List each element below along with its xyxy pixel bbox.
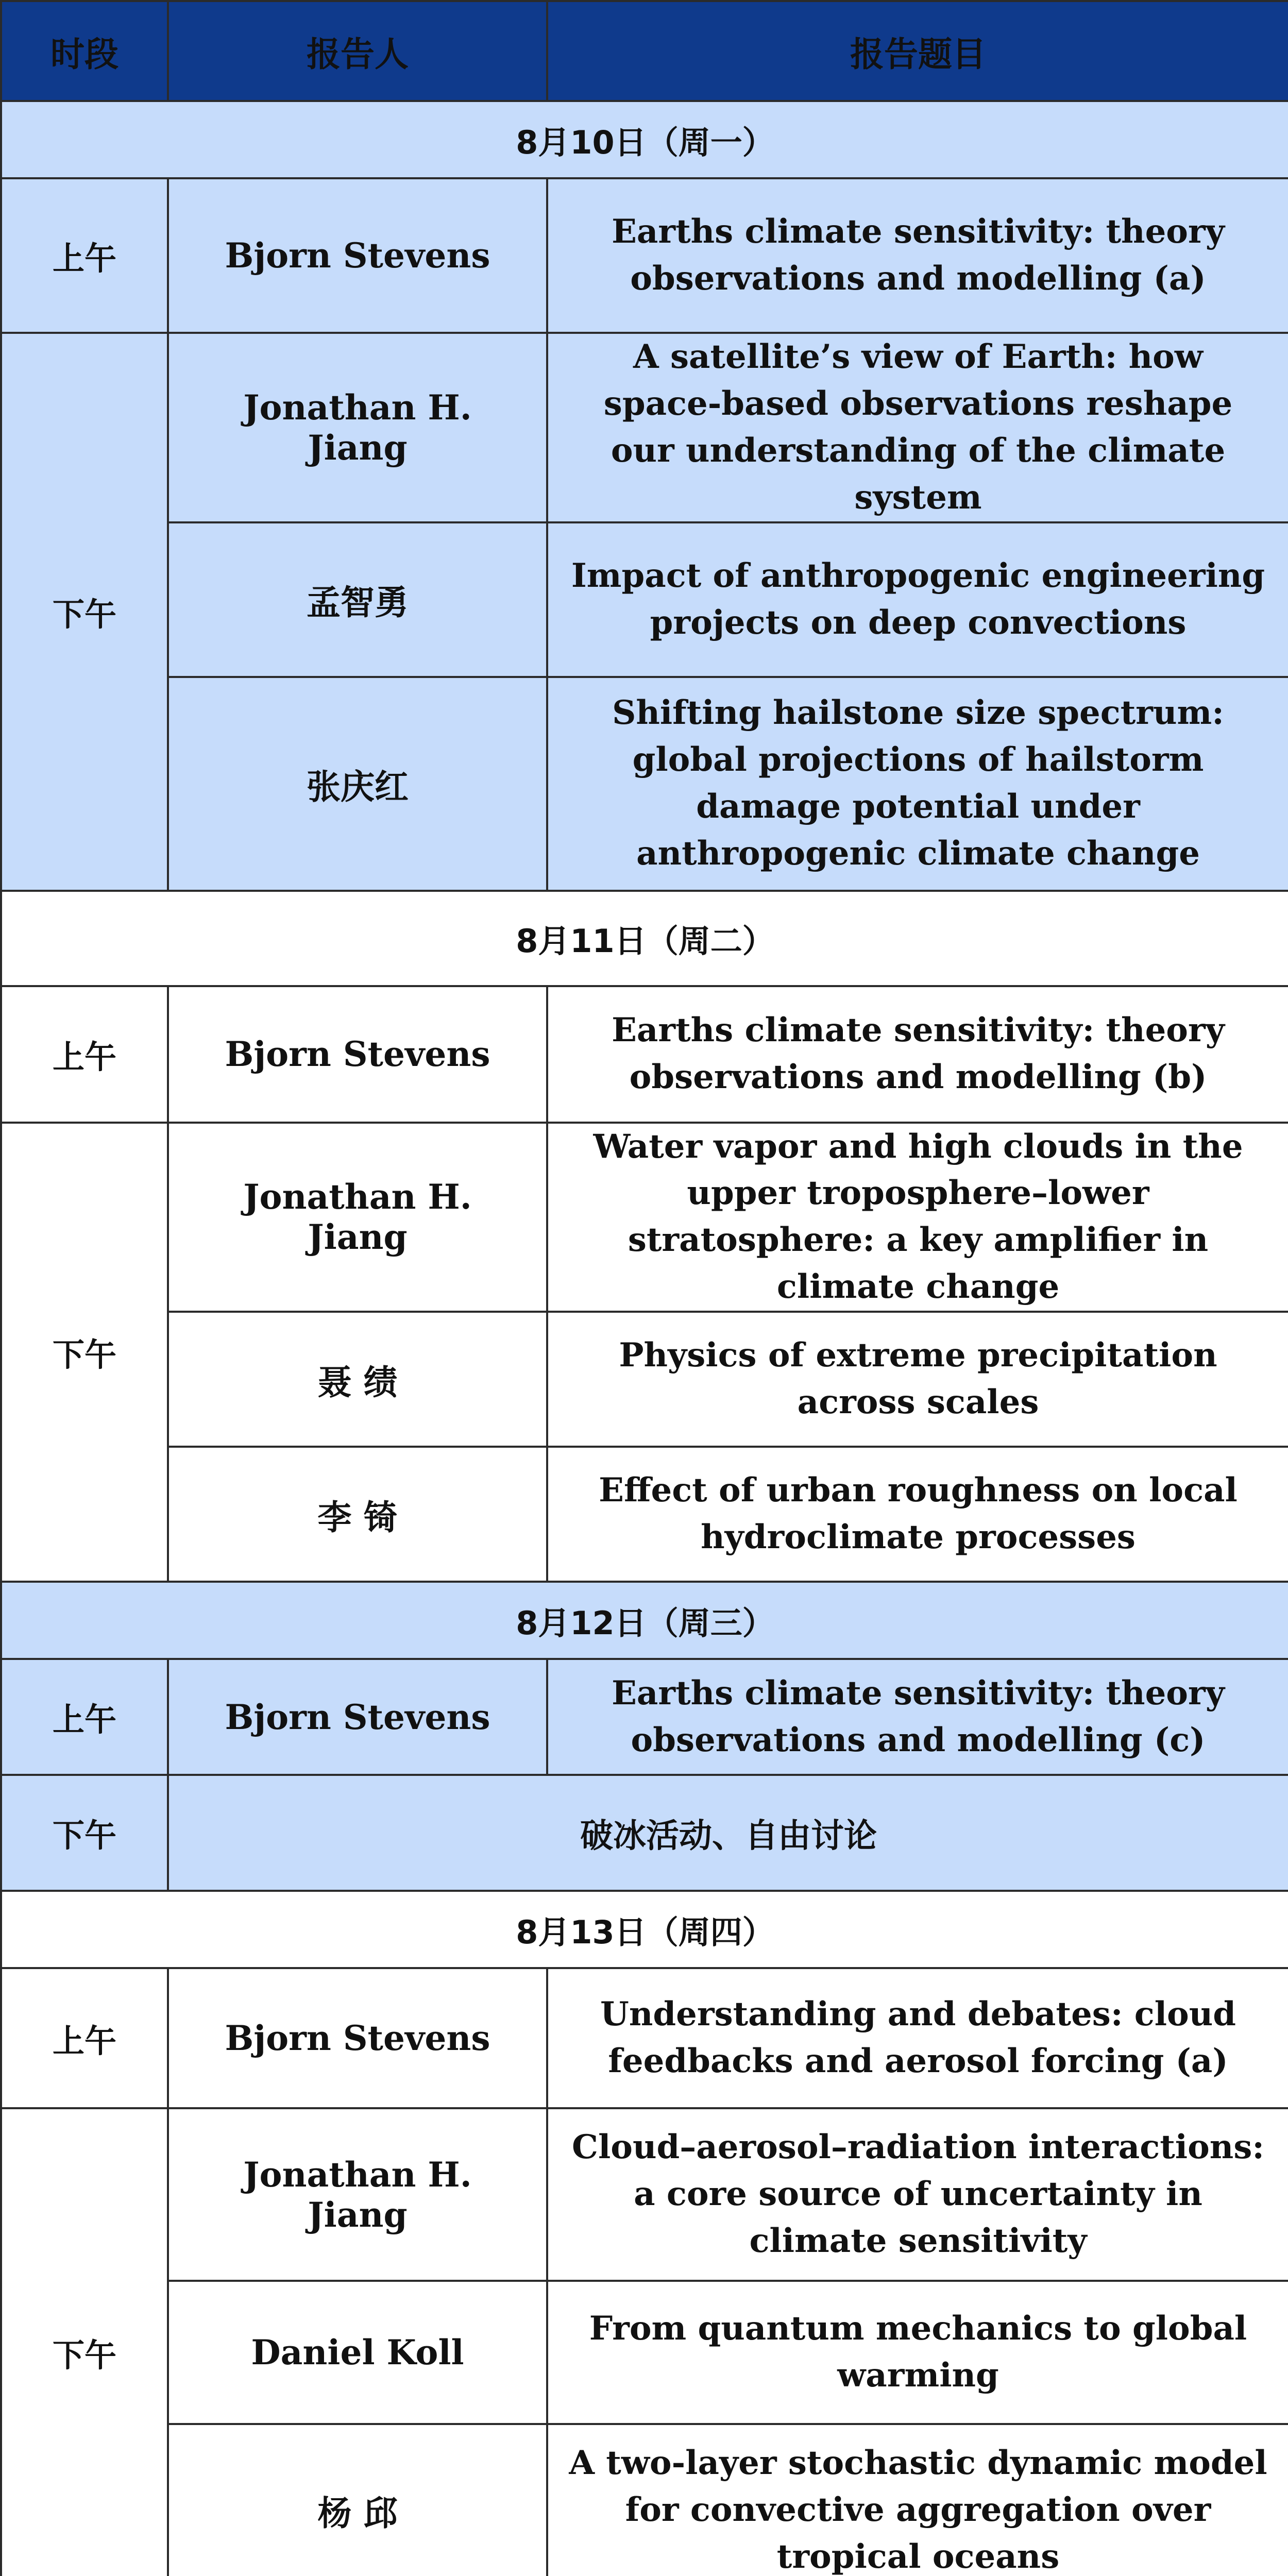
- day-row: [1, 1582, 1288, 1659]
- header-slot: 时段: [1, 1, 168, 101]
- header-row: [1, 1, 1288, 101]
- talk-title: Understanding and debates: cloud feedbacks and aerosol forcing (a): [547, 1968, 1288, 2108]
- day-date: 8月12日（周三）: [1, 1582, 1288, 1659]
- day-date: 8月10日（周一）: [1, 101, 1288, 178]
- session-row: [1, 986, 1288, 1123]
- session-row: [1, 677, 1288, 891]
- session-row: [1, 1123, 1288, 1312]
- slot-morning: 上午: [1, 1968, 168, 2108]
- talk-title: Effect of urban roughness on local hydroclimate processes: [547, 1447, 1288, 1582]
- session-row: [1, 1775, 1288, 1891]
- session-row: [1, 522, 1288, 677]
- speaker: 聂 绩: [168, 1312, 547, 1447]
- day-row: [1, 891, 1288, 986]
- speaker: 杨 邱: [168, 2424, 547, 2576]
- slot-morning: 上午: [1, 1659, 168, 1775]
- speaker: Bjorn Stevens: [168, 1659, 547, 1775]
- speaker: Jonathan H. Jiang: [168, 333, 547, 522]
- talk-title: Physics of extreme precipitation across scales: [547, 1312, 1288, 1447]
- session-row: [1, 1447, 1288, 1582]
- session-row: [1, 2281, 1288, 2424]
- slot-morning: 上午: [1, 986, 168, 1123]
- slot-afternoon: 下午: [1, 1123, 168, 1582]
- slot-afternoon: 下午: [1, 1775, 168, 1891]
- speaker: Jonathan H. Jiang: [168, 2108, 547, 2281]
- talk-title: From quantum mechanics to global warming: [547, 2281, 1288, 2424]
- session-row: [1, 1312, 1288, 1447]
- day-date: 8月13日（周四）: [1, 1891, 1288, 1968]
- speaker: Daniel Koll: [168, 2281, 547, 2424]
- header-speaker: 报告人: [168, 1, 547, 101]
- session-row: [1, 178, 1288, 333]
- slot-afternoon: 下午: [1, 333, 168, 891]
- speaker: Bjorn Stevens: [168, 1968, 547, 2108]
- day-date: 8月11日（周二）: [1, 891, 1288, 986]
- session-row: [1, 1968, 1288, 2108]
- talk-title: Cloud–aerosol–radiation interactions: a core source of uncertainty in climate sensitivity: [547, 2108, 1288, 2281]
- talk-title: Earths climate sensitivity: theory observations and modelling (c): [547, 1659, 1288, 1775]
- activity-text: 破冰活动、自由讨论: [168, 1775, 1288, 1891]
- speaker: 孟智勇: [168, 522, 547, 677]
- talk-title: A satellite’s view of Earth: how space-based observations reshape our understanding of the climate system: [547, 333, 1288, 522]
- header-title: 报告题目: [547, 1, 1288, 101]
- talk-title: Earths climate sensitivity: theory observations and modelling (a): [547, 178, 1288, 333]
- speaker: 李 锜: [168, 1447, 547, 1582]
- speaker: 张庆红: [168, 677, 547, 891]
- day-row: [1, 101, 1288, 178]
- session-row: [1, 2424, 1288, 2576]
- talk-title: Shifting hailstone size spectrum: global projections of hailstorm damage potential under anthropogenic climate change: [547, 677, 1288, 891]
- talk-title: Impact of anthropogenic engineering projects on deep convections: [547, 522, 1288, 677]
- session-row: [1, 2108, 1288, 2281]
- speaker: Jonathan H. Jiang: [168, 1123, 547, 1312]
- talk-title: Earths climate sensitivity: theory observations and modelling (b): [547, 986, 1288, 1123]
- talk-title: Water vapor and high clouds in the upper troposphere–lower stratosphere: a key amplifier in climate change: [547, 1123, 1288, 1312]
- talk-title: A two-layer stochastic dynamic model for convective aggregation over tropical oceans: [547, 2424, 1288, 2576]
- session-row: [1, 333, 1288, 522]
- slot-morning: 上午: [1, 178, 168, 333]
- day-row: [1, 1891, 1288, 1968]
- speaker: Bjorn Stevens: [168, 986, 547, 1123]
- session-row: [1, 1659, 1288, 1775]
- slot-afternoon: 下午: [1, 2108, 168, 2576]
- speaker: Bjorn Stevens: [168, 178, 547, 333]
